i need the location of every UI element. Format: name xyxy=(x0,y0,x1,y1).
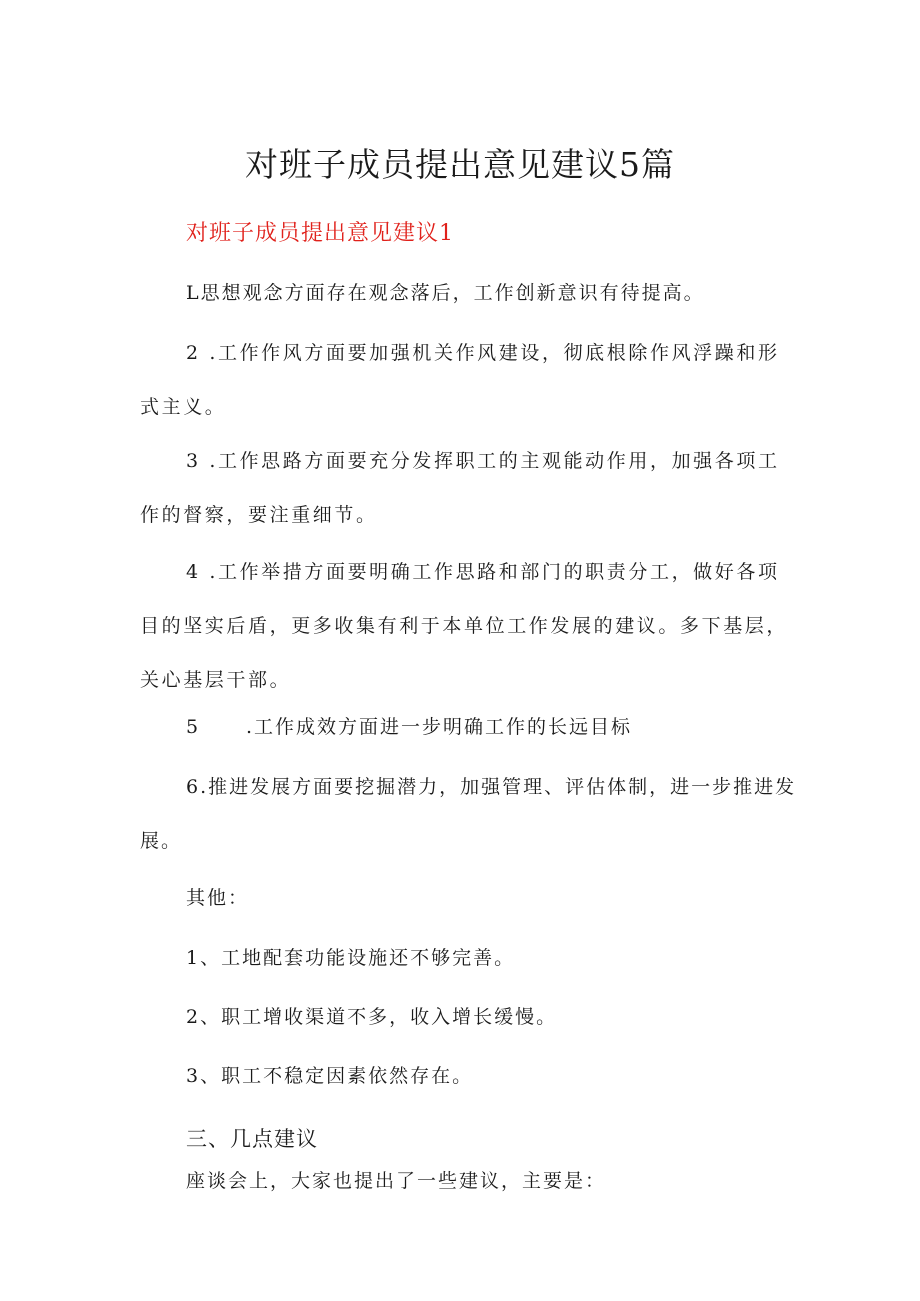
list-item-5-number: 5 xyxy=(186,716,201,738)
list-item-5 xyxy=(140,700,800,754)
other-label: 其他： xyxy=(186,887,250,909)
document-title: 对班子成员提出意见建议5篇 xyxy=(245,145,675,184)
list-item-2: 2 .工作作风方面要加强机关作风建设，彻底根除作风浮躁和形式主义。 xyxy=(140,342,780,418)
other-item-2: 2、职工增收渠道不多，收入增长缓慢。 xyxy=(186,1006,558,1028)
section3-heading: 三、几点建议 xyxy=(186,1127,318,1151)
list-item-3: 3 .工作思路方面要充分发挥职工的主观能动作用，加强各项工作的督察，要注重细节。 xyxy=(140,450,780,526)
list-item-6: 6.推进发展方面要挖掘潜力，加强管理、评估体制，进一步推进发展。 xyxy=(140,776,797,852)
other-item-3: 3、职工不稳定因素依然存在。 xyxy=(186,1065,474,1087)
list-item-5-text: .工作成效方面进一步明确工作的长远目标 xyxy=(246,716,633,738)
list-item-4: 4 .工作举措方面要明确工作思路和部门的职责分工，做好各项目的坚实后盾，更多收集有利于本单位工作发展的建议。多下基层，关心基层干部。 xyxy=(140,561,789,691)
list-item-1: L思想观念方面存在观念落后，工作创新意识有待提高。 xyxy=(186,282,705,304)
section-heading: 对班子成员提出意见建议1 xyxy=(186,221,454,246)
other-item-1: 1、工地配套功能设施还不够完善。 xyxy=(186,947,516,969)
section3-intro: 座谈会上，大家也提出了一些建议，主要是： xyxy=(186,1170,607,1192)
